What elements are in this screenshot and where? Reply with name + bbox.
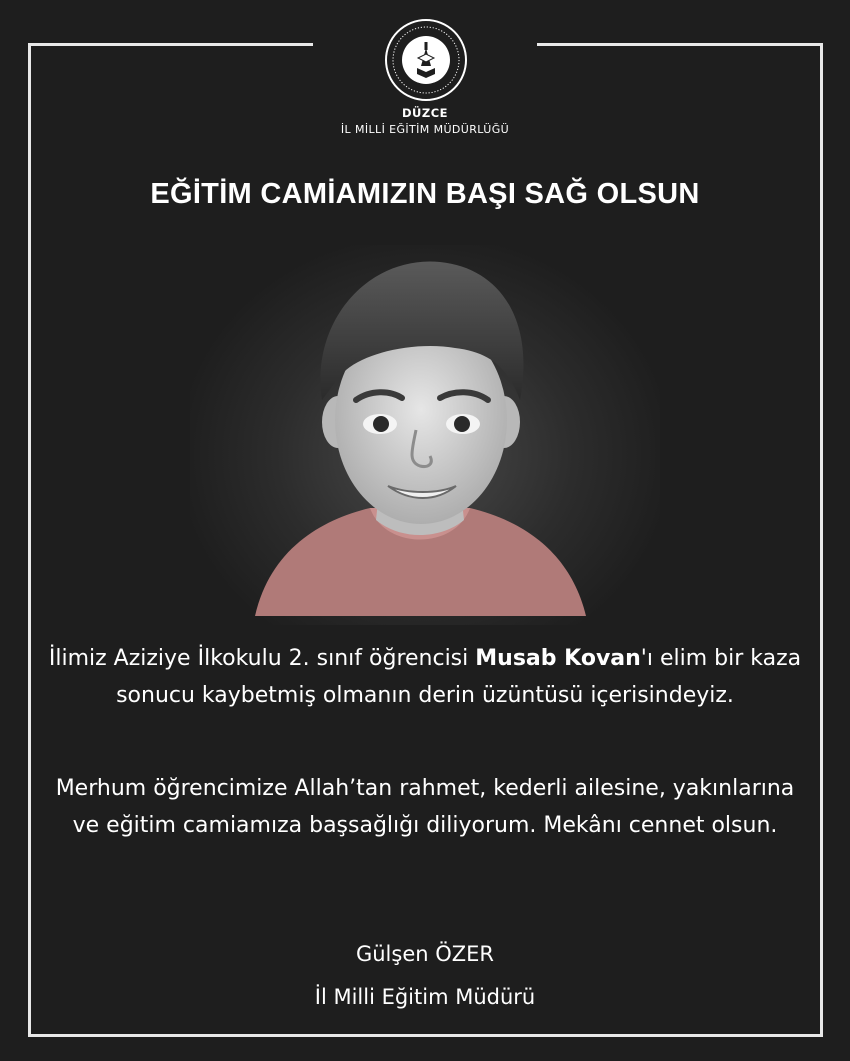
student-name: Musab Kovan: [475, 646, 641, 671]
organization-city: DÜZCE: [401, 106, 449, 120]
signatory-title: İl Milli Eğitim Müdürü: [314, 985, 536, 1009]
frame-bottom: [28, 1034, 823, 1037]
condolence-paragraph: [40, 640, 810, 714]
condolence-intro: İlimiz Aziziye İlkokulu 2. sınıf öğrencisi: [48, 646, 476, 671]
page-title: EĞİTİM CAMİAMIZIN BAŞI SAĞ OLSUN: [150, 178, 700, 210]
condolence-wishes: Merhum öğrencimize Allah’tan rahmet, kederli ailesine, yakınlarına ve eğitim camiamıza başsağlığı diliyorum. Mekânı cennet olsun.: [55, 776, 795, 838]
signatory-name: Gülşen ÖZER: [355, 942, 495, 966]
student-portrait: [250, 250, 590, 616]
ministry-emblem-icon: [384, 18, 468, 102]
condolence-continuation: 'ı elim bir kaza sonucu kaybetmiş olmanın derin üzüntüsü içerisindeyiz.: [116, 646, 802, 708]
frame-top-right: [537, 43, 823, 46]
frame-top-left: [28, 43, 313, 46]
organization-name: İL MİLLİ EĞİTİM MÜDÜRLÜĞÜ: [340, 123, 510, 136]
